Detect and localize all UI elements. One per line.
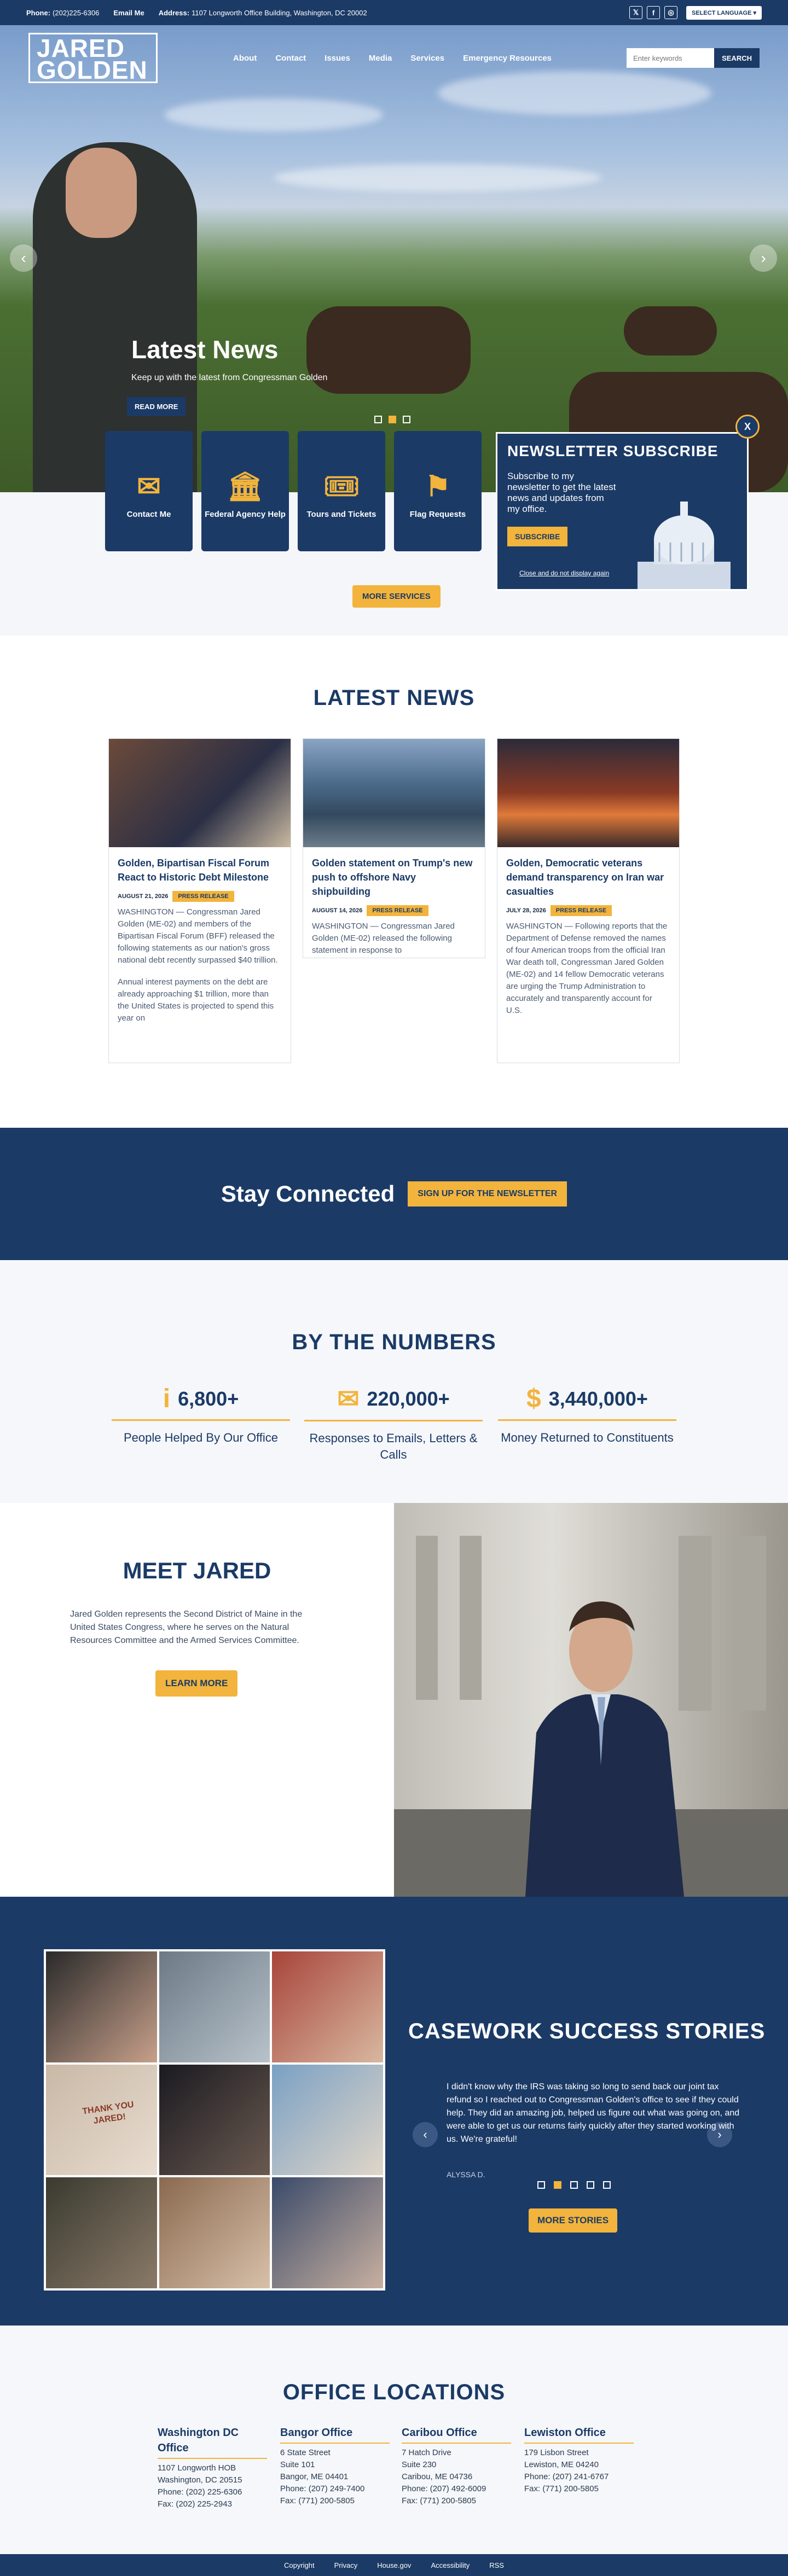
meet-title: MEET JARED (123, 1558, 271, 1583)
meet-text: Jared Golden represents the Second District of Maine in the United States Congress, where he serves on the Natural Resources Committee and the Armed Services Committee. (70, 1610, 303, 1645)
service-flag-requests[interactable] (394, 431, 482, 551)
news-card-title[interactable]: Golden, Bipartisan Fiscal Forum React to Historic Debt Milestone (118, 858, 270, 883)
office-line: Suite 230 (402, 2460, 437, 2469)
news-card-date: JULY 28, 2026 (506, 907, 546, 914)
service-label: Tours and Tickets (306, 510, 376, 519)
logo-line-2: GOLDEN (37, 56, 148, 84)
office-phone[interactable]: Phone: (207) 241-6767 (524, 2472, 609, 2481)
hero-subtitle: Keep up with the latest from Congressman Golden (131, 373, 328, 382)
service-label: Federal Agency Help (205, 510, 286, 519)
casework-title: CASEWORK SUCCESS STORIES (408, 2019, 766, 2043)
office-name: Caribou Office (402, 2425, 511, 2444)
testimonial-quote: I didn't know why the IRS was taking so long to send back our joint tax refund so I reached out to Congressman Golden's office to see if they could help. They did an amazing job, helped us figure out what was going on, and were able to get us our returns fairly quickly after they started working with us. We're grateful! (447, 2082, 740, 2144)
press-release-badge: PRESS RELEASE (172, 891, 234, 902)
hero-read-more-button[interactable]: READ MORE (127, 397, 186, 416)
office-washington (158, 2425, 267, 2510)
casework-next-arrow[interactable]: › (707, 2122, 732, 2147)
office-line: 7 Hatch Drive (402, 2448, 451, 2457)
news-card-excerpt-2: Annual interest payments on the debt are already approaching $1 trillion, more than the United States is projected to spend this year on (118, 977, 274, 1023)
services-row (105, 431, 482, 551)
thank-you-sign: THANK YOU JARED! (82, 2100, 135, 2126)
top-bar (0, 0, 788, 25)
news-card-date: AUGUST 21, 2026 (118, 893, 169, 900)
phone-label: Phone: (26, 8, 51, 17)
office-phone[interactable]: Phone: (207) 249-7400 (280, 2484, 365, 2493)
envelope-icon: ✉ (137, 471, 161, 503)
stat-responses (304, 1384, 483, 1463)
search-button[interactable]: SEARCH (714, 48, 760, 68)
offices-title: OFFICE LOCATIONS (282, 2380, 506, 2404)
office-name: Lewiston Office (524, 2425, 634, 2444)
service-label: Flag Requests (409, 510, 466, 519)
press-release-badge: PRESS RELEASE (551, 905, 612, 916)
x-twitter-icon[interactable]: 𝕏 (629, 6, 642, 19)
stat-label: Responses to Emails, Letters & Calls (309, 1431, 478, 1461)
newsletter-text: Subscribe to my newsletter to get the latest news and updates from my office. (507, 471, 616, 514)
site-logo[interactable] (28, 33, 158, 83)
footer-privacy-link[interactable]: Privacy (334, 2561, 358, 2569)
footer-accessibility-link[interactable]: Accessibility (431, 2561, 470, 2569)
envelope-icon: ✉ (337, 1385, 360, 1414)
newsletter-subscribe-button[interactable]: SUBSCRIBE (507, 527, 567, 546)
address-text: 1107 Longworth Office Building, Washington, DC 20002 (192, 8, 367, 17)
search-input[interactable] (627, 48, 714, 68)
office-fax: Fax: (771) 200-5805 (524, 2484, 599, 2493)
nav-contact[interactable]: Contact (275, 53, 306, 63)
news-card-date: AUGUST 14, 2026 (312, 907, 363, 914)
news-card[interactable] (108, 738, 291, 1063)
main-nav (233, 54, 552, 63)
capitol-dome-image (627, 480, 736, 589)
office-lewiston (524, 2425, 634, 2495)
hero-next-arrow[interactable]: › (750, 244, 777, 272)
hero-dot[interactable] (374, 416, 382, 423)
office-line: Bangor, ME 04401 (280, 2472, 349, 2481)
office-caribou (402, 2425, 511, 2507)
nav-issues[interactable]: Issues (325, 53, 350, 63)
casework-section (0, 1897, 788, 2326)
jared-portrait-image (394, 1503, 788, 1897)
news-card-excerpt: WASHINGTON — Congressman Jared Golden (ME-02) and members of the Bipartisan Fiscal Forum (BFF) released the following statements as our nation's gross national debt recently surpassed $40 trillion. (118, 907, 278, 965)
office-locations-section (0, 2326, 788, 2554)
service-label: Contact Me (126, 510, 171, 519)
office-name: Washington DC Office (158, 2425, 267, 2459)
news-card-image (303, 739, 485, 847)
office-line: 1107 Longworth HOB (158, 2463, 236, 2473)
casework-prev-arrow[interactable]: ‹ (413, 2122, 438, 2147)
by-the-numbers-section (0, 1260, 788, 1503)
language-label: SELECT LANGUAGE (692, 9, 752, 16)
hero-title: Latest News (131, 335, 279, 364)
office-fax: Fax: (771) 200-5805 (402, 2496, 476, 2505)
casework-dot[interactable] (570, 2181, 578, 2189)
meet-jared-section (0, 1503, 394, 1897)
info-icon: i (163, 1384, 171, 1413)
office-name: Bangor Office (280, 2425, 390, 2444)
search-form (627, 48, 760, 68)
service-tours-tickets[interactable] (298, 431, 385, 551)
numbers-title: BY THE NUMBERS (292, 1330, 496, 1354)
hero-dot[interactable] (403, 416, 410, 423)
news-card[interactable] (303, 738, 485, 958)
service-federal-agency-help[interactable] (201, 431, 289, 551)
service-contact-me[interactable] (105, 431, 193, 551)
office-line: 179 Lisbon Street (524, 2448, 589, 2457)
news-card-excerpt: WASHINGTON — Following reports that the Department of Defense removed the names of four American troops from the official Iran War death toll, Congressman Jared Golden (ME-02) and 14 fellow Democratic veterans are urging the Trump Administration to accurately and transparently account for U.S. (506, 922, 668, 1015)
learn-more-button[interactable]: LEARN MORE (155, 1670, 237, 1697)
footer-rss-link[interactable]: RSS (489, 2561, 504, 2569)
office-line: Washington, DC 20515 (158, 2475, 242, 2485)
site-footer (0, 2554, 788, 2576)
office-phone[interactable]: Phone: (207) 492-6009 (402, 2484, 486, 2493)
news-card[interactable] (497, 738, 680, 1063)
flag-icon: ⚑ (425, 471, 451, 503)
instagram-icon[interactable]: ◎ (664, 6, 677, 19)
facebook-icon[interactable]: f (647, 6, 660, 19)
hero-slide-dots (374, 416, 410, 423)
address-label: Address: (158, 8, 190, 17)
casework-slide-dots (537, 2181, 611, 2189)
newsletter-dismiss-link[interactable]: Close and do not display again (519, 569, 610, 577)
footer-copyright-link[interactable]: Copyright (284, 2561, 315, 2569)
news-card-excerpt: WASHINGTON — Congressman Jared Golden (ME-02) released the following statement in response to (312, 922, 455, 955)
hero-prev-arrow[interactable]: ‹ (10, 244, 37, 272)
hero-text (131, 335, 327, 383)
news-card-image (497, 739, 679, 847)
newsletter-close-button[interactable]: X (735, 415, 760, 439)
more-stories-button[interactable]: MORE STORIES (529, 2208, 617, 2233)
office-fax: Fax: (771) 200-5805 (280, 2496, 355, 2505)
phone-info (26, 9, 99, 17)
stat-money-returned (498, 1384, 676, 1446)
stay-connected-band (0, 1128, 788, 1260)
office-line: Caribou, ME 04736 (402, 2472, 473, 2481)
office-line: Lewiston, ME 04240 (524, 2460, 599, 2469)
news-card-title[interactable]: Golden, Democratic veterans demand transparency on Iran war casualties (506, 858, 664, 897)
phone-number[interactable]: (202)225-6306 (53, 8, 100, 17)
news-card-title[interactable]: Golden statement on Trump's new push to offshore Navy shipbuilding (312, 858, 473, 897)
nav-media[interactable]: Media (368, 53, 392, 63)
casework-dot[interactable] (537, 2181, 545, 2189)
bank-icon: 🏛 (227, 471, 263, 503)
stat-value: 220,000+ (367, 1388, 450, 1410)
testimonial-author: ALYSSA D. (447, 2170, 485, 2179)
site-header (0, 25, 788, 91)
stay-connected-title: Stay Connected (221, 1181, 395, 1207)
office-line: Suite 101 (280, 2460, 315, 2469)
stat-value: 3,440,000+ (548, 1387, 648, 1410)
newsletter-title: NEWSLETTER SUBSCRIBE (507, 442, 719, 459)
casework-dot[interactable] (603, 2181, 611, 2189)
footer-house-gov-link[interactable]: House.gov (377, 2561, 412, 2569)
news-card-image (109, 739, 291, 847)
logo-line-1: JARED (37, 34, 125, 62)
stat-label: People Helped By Our Office (123, 1431, 279, 1444)
newsletter-signup-button[interactable]: SIGN UP FOR THE NEWSLETTER (408, 1181, 567, 1207)
casework-dot[interactable] (587, 2181, 594, 2189)
dollar-icon: $ (526, 1384, 541, 1413)
constituent-photo-collage (44, 1949, 385, 2291)
newsletter-popup (496, 432, 749, 591)
stat-label: Money Returned to Constituents (501, 1431, 674, 1444)
hero-dot-active[interactable] (389, 416, 396, 423)
nav-emergency-resources[interactable]: Emergency Resources (463, 53, 552, 63)
ticket-icon: 🎟 (323, 471, 360, 503)
more-services-button[interactable]: MORE SERVICES (352, 585, 441, 608)
press-release-badge: PRESS RELEASE (367, 905, 428, 916)
latest-news-title: LATEST NEWS (313, 686, 475, 710)
select-language-dropdown[interactable]: SELECT LANGUAGE ▾ (686, 6, 762, 20)
office-phone[interactable]: Phone: (202) 225-6306 (158, 2487, 242, 2497)
office-bangor (280, 2425, 390, 2507)
nav-services[interactable]: Services (410, 53, 445, 63)
email-me-link[interactable]: Email Me (113, 8, 144, 17)
address-info (159, 9, 367, 17)
office-fax: Fax: (202) 225-2943 (158, 2499, 232, 2509)
stat-value: 6,800+ (178, 1387, 239, 1410)
stat-people-helped (112, 1384, 290, 1446)
casework-dot-active[interactable] (554, 2181, 561, 2189)
nav-about[interactable]: About (233, 53, 257, 63)
office-line: 6 State Street (280, 2448, 331, 2457)
